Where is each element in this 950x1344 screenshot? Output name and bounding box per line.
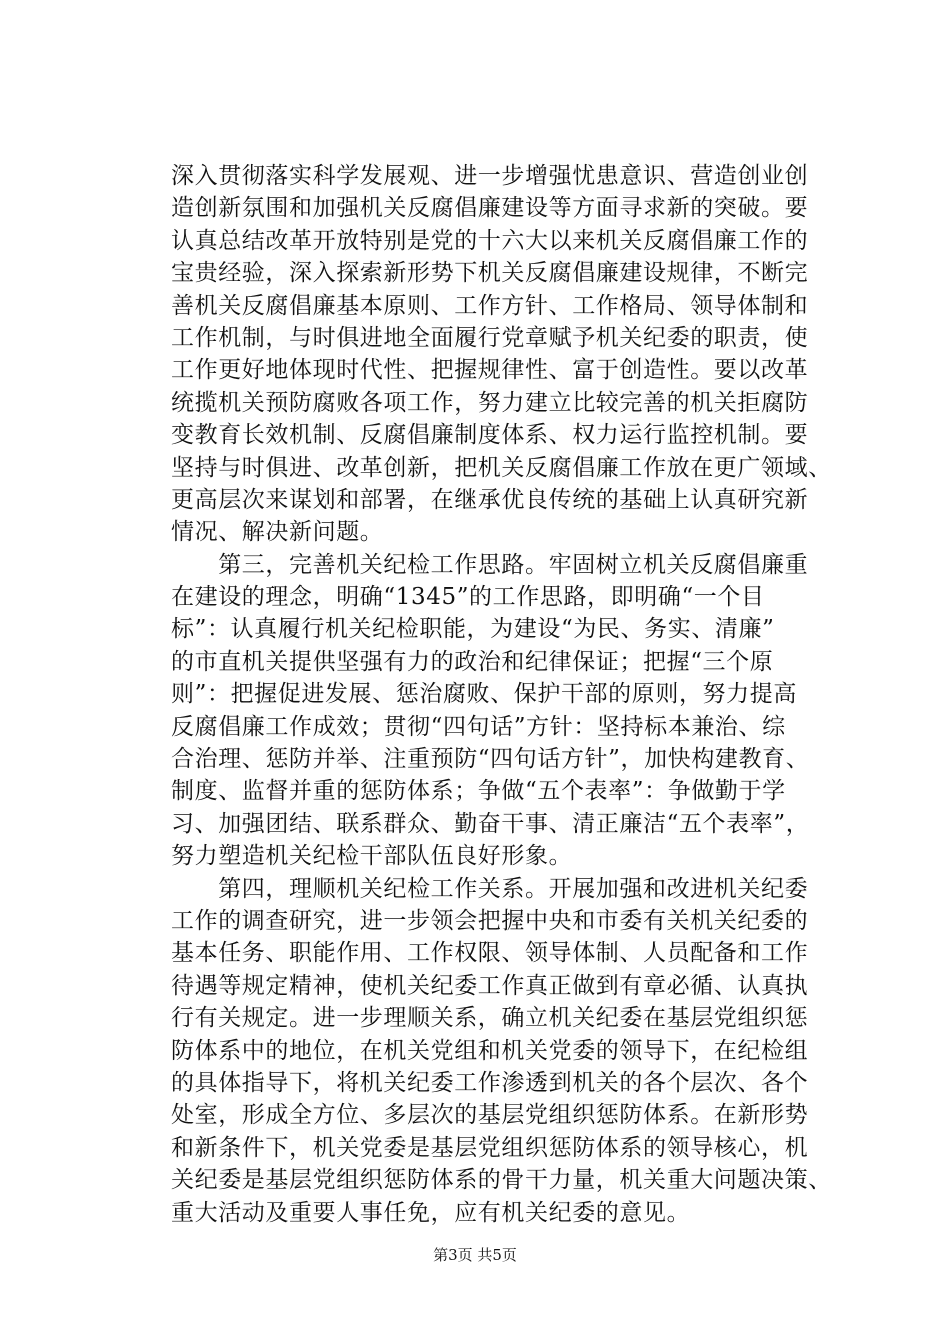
text-line: 在建设的理念，明确“1345”的工作思路，即明确“一个目 [171,584,765,611]
page-footer: 第3页 共5页 [433,1246,517,1264]
text-line: 行有关规定。进一步理顺关系，确立机关纪委在基层党组织惩 [171,1005,809,1032]
paragraph-2 [171,549,810,873]
paragraph-1 [171,160,832,549]
text-line: 合治理、惩防并举、注重预防“四句话方针”，加快构建教育、 [171,746,810,773]
text-line: 则”：把握促进发展、惩治腐败、保护干部的原则，努力提高 [171,681,797,708]
document-body [171,160,832,1229]
text-line: 深入贯彻落实科学发展观、进一步增强忧患意识、营造创业创 [171,163,809,189]
text-line: 情况、解决新问题。 [171,519,384,546]
text-line: 第三，完善机关纪检工作思路。牢固树立机关反腐倡廉重 [171,551,809,578]
text-line: 的市直机关提供坚强有力的政治和纪律保证；把握“三个原 [171,648,774,675]
text-line: 标”：认真履行机关纪检职能，为建设“为民、务实、清廉” [171,616,775,643]
text-line: 和新条件下，机关党委是基层党组织惩防体系的领导核心，机 [171,1134,809,1161]
text-line: 更高层次来谋划和部署，在继承优良传统的基础上认真研究新 [171,486,809,513]
text-line: 坚持与时俱进、改革创新，把机关反腐倡廉工作放在更广领域、 [171,454,832,481]
text-line: 的具体指导下，将机关纪委工作渗透到机关的各个层次、各个 [171,1069,809,1096]
paragraph-3 [171,873,832,1229]
text-line: 重大活动及重要人事任免，应有机关纪委的意见。 [171,1199,691,1226]
text-line: 变教育长效机制、反腐倡廉制度体系、权力运行监控机制。要 [171,422,809,449]
text-line: 第四，理顺机关纪检工作关系。开展加强和改进机关纪委 [171,875,809,902]
text-line: 处室，形成全方位、多层次的基层党组织惩防体系。在新形势 [171,1102,809,1129]
text-line: 制度、监督并重的惩防体系；争做“五个表率”：争做勤于学 [171,778,786,805]
text-line: 宝贵经验，深入探索新形势下机关反腐倡廉建设规律，不断完 [171,260,809,287]
text-line: 基本任务、职能作用、工作权限、领导体制、人员配备和工作 [171,940,809,967]
text-line: 统揽机关预防腐败各项工作，努力建立比较完善的机关拒腐防 [171,389,809,416]
text-line: 防体系中的地位，在机关党组和机关党委的领导下，在纪检组 [171,1037,809,1064]
text-line: 努力塑造机关纪检干部队伍良好形象。 [171,843,573,870]
text-line: 工作机制，与时俱进地全面履行党章赋予机关纪委的职责，使 [171,324,809,351]
text-line: 工作更好地体现时代性、把握规律性、富于创造性。要以改革 [171,357,809,384]
text-line: 认真总结改革开放特别是党的十六大以来机关反腐倡廉工作的 [171,227,809,254]
text-line: 反腐倡廉工作成效；贯彻“四句话”方针：坚持标本兼治、综 [171,713,786,740]
text-line: 善机关反腐倡廉基本原则、工作方针、工作格局、领导体制和 [171,292,809,319]
text-line: 造创新氛围和加强机关反腐倡廉建设等方面寻求新的突破。要 [171,195,809,222]
text-line: 关纪委是基层党组织惩防体系的骨干力量，机关重大问题决策、 [171,1167,832,1194]
text-line: 工作的调查研究，进一步领会把握中央和市委有关机关纪委的 [171,907,809,934]
text-line: 习、加强团结、联系群众、勤奋干事、清正廉洁“五个表率”， [171,810,810,837]
text-line: 待遇等规定精神，使机关纪委工作真正做到有章必循、认真执 [171,972,809,999]
